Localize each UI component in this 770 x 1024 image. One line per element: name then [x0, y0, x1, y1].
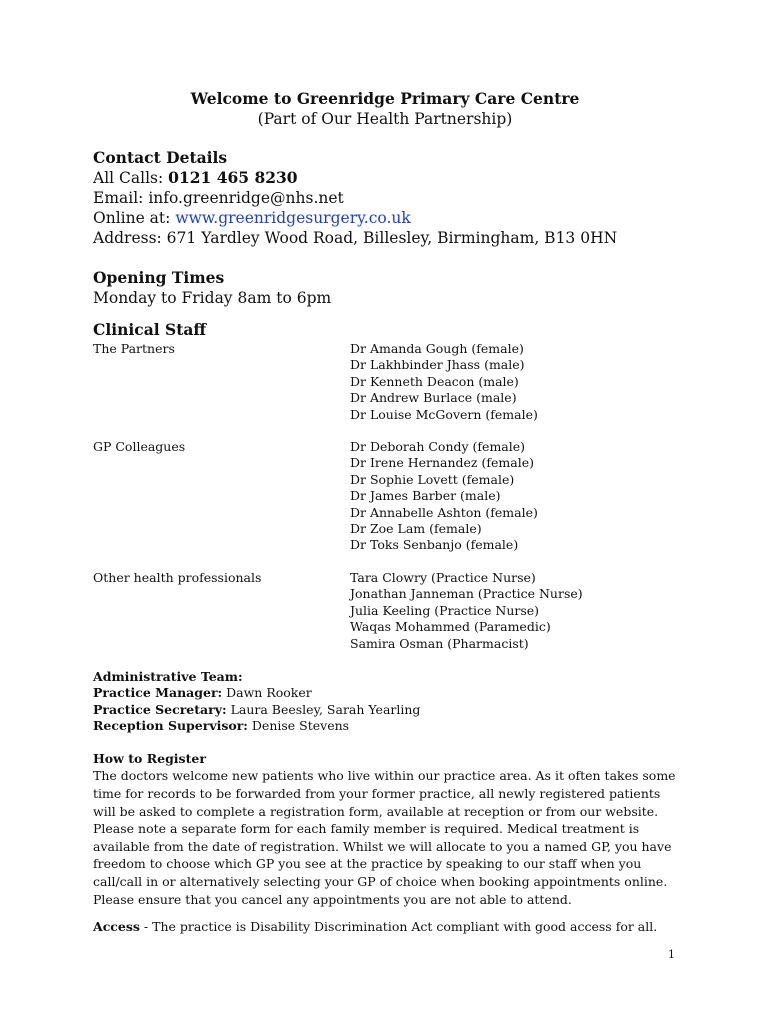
staff-name: Tara Clowry (Practice Nurse) [350, 570, 536, 585]
staff-names [350, 341, 538, 423]
access-section [93, 919, 693, 935]
admin-role-value: Laura Beesley, Sarah Yearling [226, 701, 421, 717]
access-text: - The practice is Disability Discrimination Act compliant with good access for all. [139, 919, 658, 934]
staff-name: Dr James Barber (male) [350, 488, 501, 504]
staff-name: Waqas Mohammed (Paramedic) [350, 619, 551, 635]
staff-name: Dr Irene Hernandez (female) [350, 455, 534, 471]
staff-name: Samira Osman (Pharmacist) [350, 635, 529, 651]
admin-role-label: Practice Secretary: [93, 701, 227, 717]
staff-names [350, 570, 583, 652]
calls-line [93, 168, 693, 188]
page-number: 1 [668, 948, 675, 961]
calls-number: 0121 465 8230 [168, 168, 298, 187]
staff-name: Dr Annabelle Ashton (female) [350, 504, 538, 520]
staff-name: Dr Louise McGovern (female) [350, 406, 538, 422]
staff-name: Dr Toks Senbanjo (female) [350, 537, 519, 553]
online-line [93, 208, 693, 228]
paragraph-line: time for records to be forwarded from your former practice, all newly registered patients [93, 786, 661, 801]
staff-name: Dr Amanda Gough (female) [350, 341, 524, 356]
staff-name: Dr Sophie Lovett (female) [350, 471, 515, 487]
register-section [93, 751, 693, 908]
contact-section [93, 148, 693, 248]
staff-names [350, 439, 538, 554]
paragraph-line: freedom to choose which GP you see at the practice by speaking to our staff when you [93, 856, 642, 872]
register-heading: How to Register [93, 751, 206, 766]
opening-heading: Opening Times [93, 268, 225, 287]
clinical-heading-wrap [93, 320, 693, 340]
page-subtitle: (Part of Our Health Partnership) [257, 110, 513, 128]
admin-section [93, 669, 693, 735]
admin-row [93, 718, 693, 734]
paragraph-line: Please ensure that you cancel any appointments you are not able to attend. [93, 891, 572, 907]
admin-role-value: Dawn Rooker [222, 685, 312, 701]
email-line: Email: info.greenridge@nhs.net [93, 189, 344, 207]
calls-label: All Calls: [93, 169, 169, 187]
opening-section [93, 268, 693, 308]
admin-role-value: Denise Stevens [247, 718, 350, 734]
paragraph-line: will be asked to complete a registration form, available at reception or from our website. [93, 803, 659, 819]
admin-row [93, 702, 693, 718]
title-block [0, 88, 770, 130]
online-label: Online at: [93, 209, 176, 227]
paragraph-line: call/call in or alternatively selecting your GP of choice when booking appointments online. [93, 873, 668, 889]
staff-name: Dr Deborah Condy (female) [350, 439, 526, 454]
staff-name: Julia Keeling (Practice Nurse) [350, 602, 540, 618]
paragraph-line: The doctors welcome new patients who live within our practice area. As it often takes some [93, 768, 676, 784]
register-paragraph [93, 767, 683, 908]
opening-text: Monday to Friday 8am to 6pm [93, 289, 332, 307]
paragraph-line: available from the date of registration. Whilst we will allocate to you a named GP, you have [93, 838, 672, 854]
staff-role: Other health professionals [93, 570, 262, 585]
staff-name: Dr Kenneth Deacon (male) [350, 373, 519, 389]
access-label: Access [93, 919, 140, 934]
staff-role: The Partners [93, 341, 175, 356]
admin-row [93, 685, 693, 701]
staff-name: Dr Zoe Lam (female) [350, 521, 482, 537]
admin-role-label: Reception Supervisor: [93, 718, 248, 734]
staff-name: Jonathan Janneman (Practice Nurse) [350, 586, 583, 602]
admin-role-label: Practice Manager: [93, 685, 223, 701]
staff-name: Dr Andrew Burlace (male) [350, 390, 517, 406]
clinical-heading: Clinical Staff [93, 320, 207, 339]
staff-name: Dr Lakhbinder Jhass (male) [350, 357, 525, 373]
address-line: Address: 671 Yardley Wood Road, Billesley, Birmingham, B13 0HN [93, 229, 618, 247]
staff-role: GP Colleagues [93, 439, 186, 454]
admin-heading: Administrative Team: [93, 669, 243, 684]
paragraph-line: Please note a separate form for each family member is required. Medical treatment is [93, 821, 640, 837]
website-link[interactable]: www.greenridgesurgery.co.uk [175, 209, 411, 227]
page-title: Welcome to Greenridge Primary Care Centre [190, 89, 580, 108]
contact-heading: Contact Details [93, 148, 228, 167]
